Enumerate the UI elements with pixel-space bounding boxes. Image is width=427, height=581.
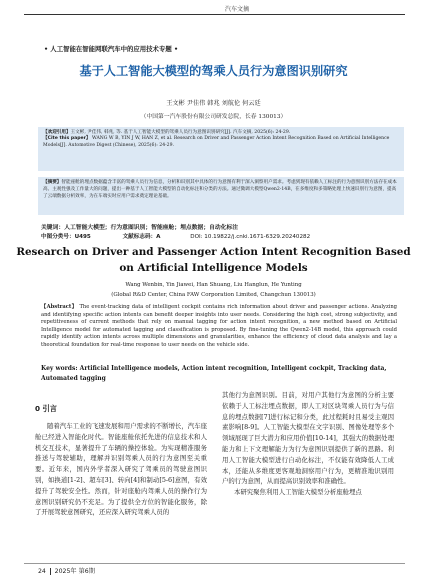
- abstract-cn-text: 智能座舱的埋点数据蕴含丰富的驾乘人员行为信息，分析和识别其中具体的行为意图有利于深入洞察用户需求。考虑到现有依赖人工标注的行为意图识别方法存在成本高、主观性强及工作量大的问题，提出一种基于人工智能大模型的自动化标注和分类的方法。通过微调大模型Qwen2-14B，在多维度和多策略处理上快速识别行为意图，提高了云端数据分析效率，为在车端实时应用户需求奠定理论基础。: [43, 180, 397, 199]
- page-footer: [38, 566, 95, 575]
- body-right-paragraph-1: 其他行为意图识别。目前，对用户其他行为意图的分析主要依赖于人工标注埋点数据，即人工对区块驾乘人员行为与信息的埋点数据[7]进行标记和分类，此过程耗时且易受主观因素影响[8-9]。人工智能大模型在文字识别、图像处理等多个领域展现了巨大潜力和应用价值[10-14]，其强大的数据处理能力和上下文理解能力为行为意图识别提供了新的思路。利用人工智能大模型进行自动化标注，不仅能有效降低人工成本，还能从多维度更客观地洞察用户行为，更精准地识别用户的行为意图，从而提高识别效率和准确性。: [222, 391, 394, 486]
- abstract-cn-label: 【摘要】: [43, 180, 62, 185]
- affiliation-cn: （中国第一汽车股份有限公司研发总院，长春 130013）: [140, 114, 287, 120]
- abstract-en-text: The event-tracking data of intelligent cockpit contains rich information about driver and passenger actions. Analyzing and identifying specific action intents can benefit deeper insights into user needs. Considering the high cost, strong subjectivity, and repetitiveness of current methods that rely on manual tagging for action intent recognition, a new method based on Artificial Intelligence model for automated tagging and classification is proposed. By fine-tuning the Qwen2-14B model, this approach could rapidly identify action intents across multiple dimensions and granularities, enhance the efficiency of cloud data analysis and lay a theoretical foundation for real-time response to user needs on the vehicle side.: [41, 304, 398, 348]
- body-column-right: [222, 390, 394, 498]
- clc-number: 中图分类号：U495: [41, 234, 91, 240]
- footer-divider: [50, 568, 51, 575]
- citation-cn-text: 王文彬, 尹佳伟, 韩兆, 等. 基于人工智能大模型的驾乘人员行为意图识别研究[J]. 汽车文摘, 2025(6): 24-29.: [70, 130, 291, 135]
- citation-box: [38, 127, 404, 171]
- citation-en-label: 【Cite this paper】: [43, 136, 91, 142]
- header-rule: [24, 14, 405, 15]
- page-number: 24: [38, 568, 46, 575]
- footer-rule: [24, 563, 405, 564]
- abstract-cn-box: [38, 177, 404, 215]
- authors-cn: 王文彬 尹佳伟 韩兆 刘航伦 何云廷: [166, 100, 261, 107]
- issue-label: 2025年 第6期: [54, 568, 95, 575]
- authors-en: Wang Wenbin, Yin Jiawei, Han Shuang, Liu Hanglun, He Yunting: [125, 282, 302, 288]
- body-column-left: 随着汽车工业的飞速发展和用户需求的不断增长，汽车座舱已经进入智能化时代。智能座舱依托先进的信息技术和人机交互技术，显著提升了车辆的操控体验。为实现精准服务推送与驾驶辅助，理解并识别驾乘人员的行为意图至关重要。近年来，国内外学者深入研究了驾乘员的驾驶意图识别，如换道[1-2]、超车[3]、转向[4]和制动[5-6]意图，有效提升了驾驶安全性。然而，针对座舱内驾乘人员的操作行为意图识别研究仍不充足。为了提供全方位的智能化服务，除了开展驾驶意图研究，还应深入研究驾乘人员的: [35, 422, 207, 517]
- abstract-en: [41, 304, 397, 350]
- title-en-line1: Research on Driver and Passenger Action Intent Recognition Based: [16, 246, 411, 258]
- citation-en: [43, 136, 399, 149]
- citation-cn-label: 【欢迎引用】: [43, 130, 71, 135]
- classification-row: [41, 232, 401, 240]
- journal-name: 汽车文摘: [224, 6, 249, 13]
- document-code: 文献标志码：A: [122, 234, 161, 240]
- affiliation-en: (Global R&D Center, China FAW Corporation Limited, Changchun 130013): [111, 292, 316, 298]
- citation-en-text: WANG W B, YIN J W, HAN Z, et al. Research on Driver and Passenger Action Intent Recognition Based on Artificial Intelligence Models[J]. Automotive Digest (Chinese), 2025(6): 24-29.: [43, 136, 390, 148]
- body-right-paragraph-2: 本研究聚焦利用人工智能大模型分析座舱埋点: [234, 488, 362, 497]
- doi: DOI: 10.19822/j.cnki.1671-6329.20240282: [190, 234, 311, 240]
- keywords-cn: 关键词：人工智能大模型；行为意图识别；智能座舱；埋点数据；自动化标注: [41, 225, 239, 231]
- section-heading-introduction: 0 引言: [35, 404, 57, 413]
- keywords-en: Key words: Artificial Intelligence models, Action intent recognition, Intelligent cockpit, Tracking data, Automated tagging: [41, 365, 387, 382]
- page-title: 基于人工智能大模型的驾乘人员行为意图识别研究: [79, 64, 348, 78]
- abstract-en-label: 【Abstract】: [41, 304, 78, 310]
- title-en-line2: on Artificial Intelligence Models: [119, 262, 308, 274]
- topic-line: • 人工智能在智能网联汽车中的应用技术专题 •: [44, 45, 179, 53]
